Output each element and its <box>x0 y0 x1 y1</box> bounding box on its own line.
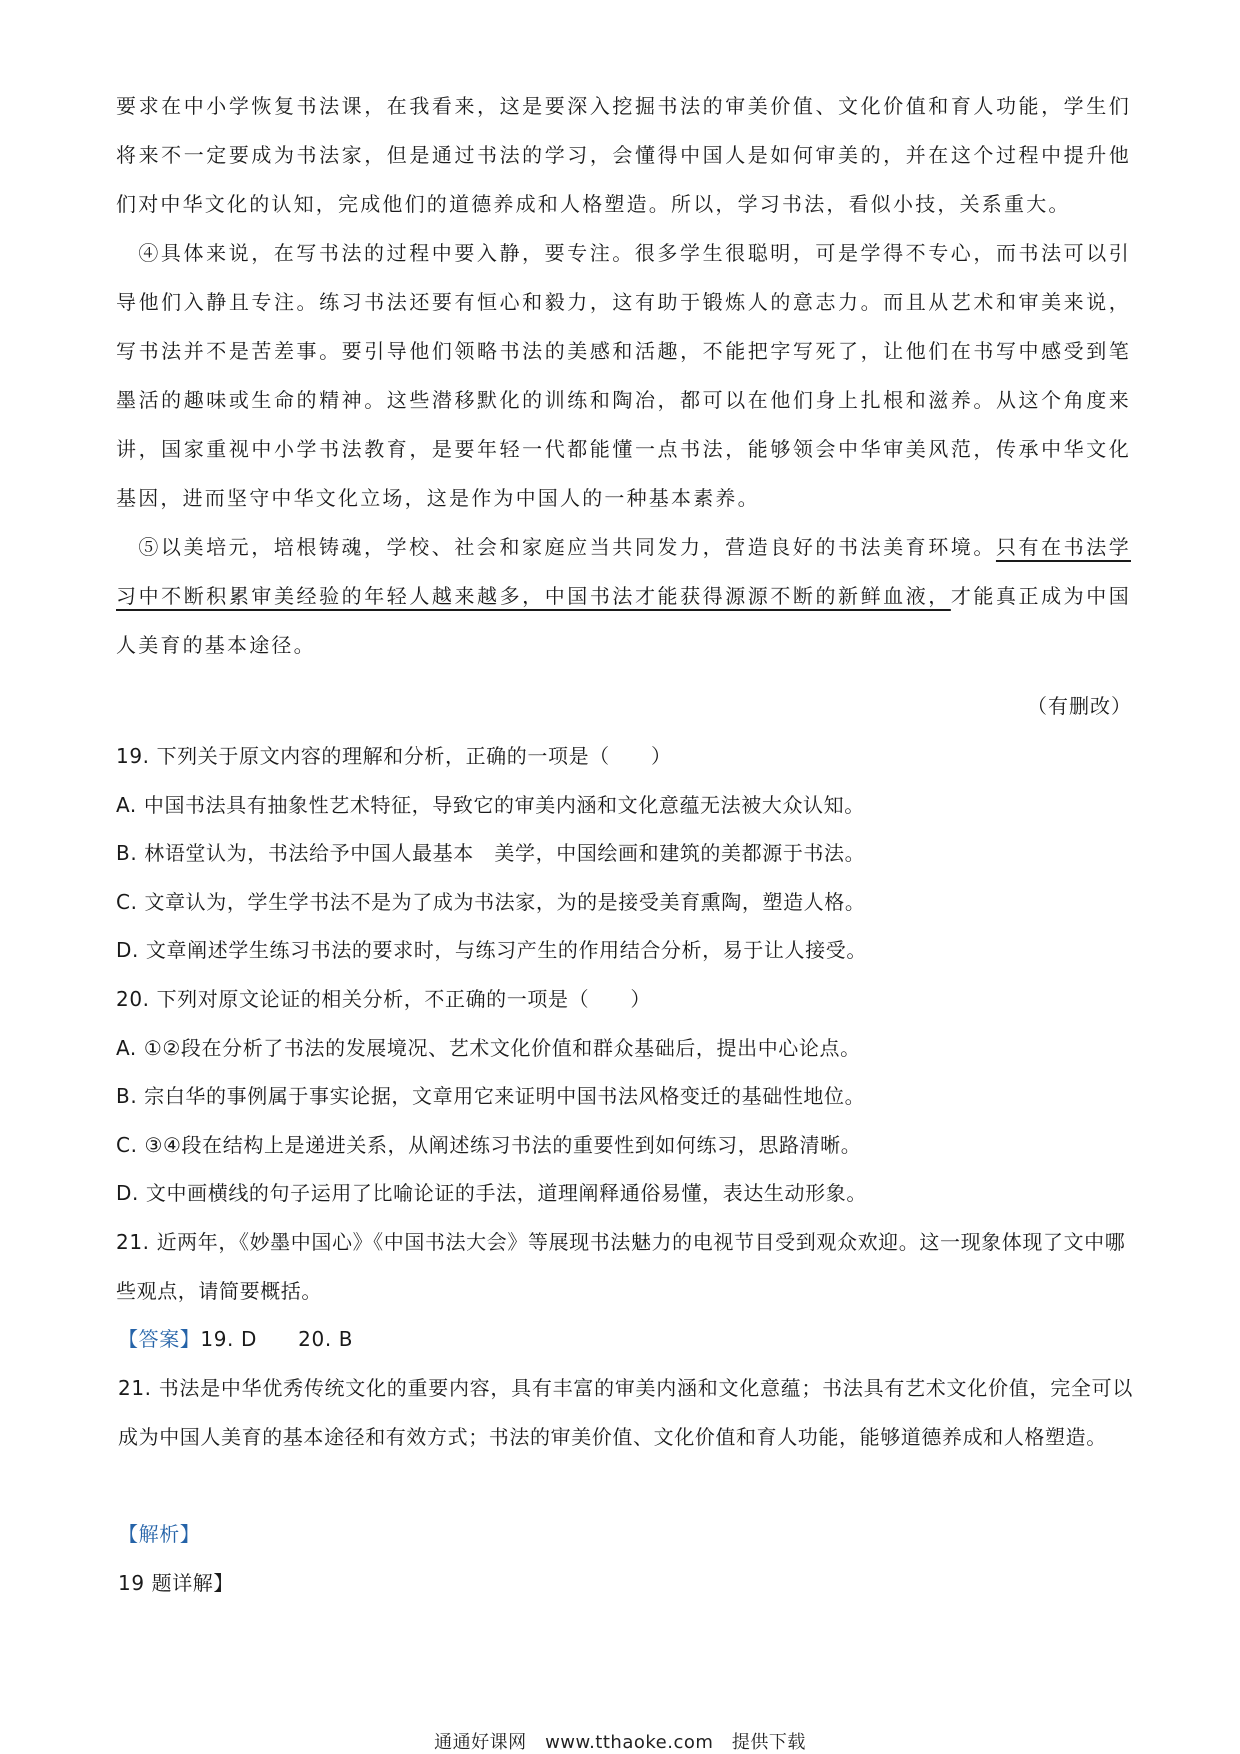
answer-choices: 19. D 20. B <box>200 1327 354 1351</box>
source-credit: （有删改） <box>1027 694 1132 718</box>
answer-section <box>118 1315 1133 1462</box>
essay-paragraph-3-continued <box>116 82 1131 229</box>
answer-21: 21. 书法是中华优秀传统文化的重要内容，具有丰富的审美内涵和文化意蕴；书法具有艺术文化价值，完全可以成为中国人美育的基本途径和有效方式；书法的审美价值、文化价值和育人功能，能够道德养成和人格塑造。 <box>118 1376 1133 1449</box>
option-d: D. 文章阐述学生练习书法的要求时，与练习产生的作用结合分析，易于让人接受。 <box>116 938 867 962</box>
option-a: A. 中国书法具有抽象性艺术特征，导致它的审美内涵和文化意蕴无法被大众认知。 <box>116 792 865 817</box>
question-stem: 21. 近两年，《妙墨中国心》《中国书法大会》等展现书法魅力的电视节目受到观众欢迎。这一现象体现了文中哪些观点，请简要概括。 <box>116 1230 1126 1303</box>
essay-text: 才能真正成为中国人美育的基本途径。 <box>116 584 1131 657</box>
essay-text: ⑤以美培元，培根铸魂，学校、社会和家庭应当共同发力，营造良好的书法美育环境。 <box>138 535 996 559</box>
essay-text: ④具体来说，在写书法的过程中要入静，要专注。很多学生很聪明，可是学得不专心，而书法可以引导他们入静且专注。练习书法还要有恒心和毅力，这有助于锻炼人的意志力。而且从艺术和审美来说，写书法并不是苦差事。要引导他们领略书法的美感和活趣，不能把字写死了，让他们在书写中感受到笔墨活的趣味或生命的精神。这些潜移默化的训练和陶冶，都可以在他们身上扎根和滋养。从这个角度来讲，国家重视中小学书法教育，是要年轻一代都能懂一点书法，能够领会中华审美风范，传承中华文化基因，进而坚守中华文化立场，这是作为中国人的一种基本素养。 <box>116 241 1131 510</box>
essay-paragraph-5 <box>116 523 1131 670</box>
question-21 <box>116 1218 1131 1315</box>
analysis-section <box>118 1510 1133 1608</box>
question-20 <box>116 975 1131 1218</box>
essay-paragraph-4 <box>116 229 1131 523</box>
essay-text: 要求在中小学恢复书法课，在我看来，这是要深入挖掘书法的审美价值、文化价值和育人功能，学生们将来不一定要成为书法家，但是通过书法的学习，会懂得中国人是如何审美的，并在这个过程中提升他们对中华文化的认知，完成他们的道德养成和人格塑造。所以，学习书法，看似小技，关系重大。 <box>116 94 1131 216</box>
question-stem: 19. 下列关于原文内容的理解和分析，正确的一项是（ ） <box>116 744 672 768</box>
answer-tag: 【答案】 <box>118 1327 201 1351</box>
option-d: D. 文中画横线的句子运用了比喻论证的手法，道理阐释通俗易懂，表达生动形象。 <box>116 1181 867 1205</box>
underlined-sentence: 只有在书法学习中不断积累审美经验的年轻人越来越多，中国书法才能获得源源不断的新鲜血液， <box>116 535 1131 608</box>
analysis-subheading: 19 题详解】 <box>118 1571 235 1595</box>
question-19 <box>116 732 1131 975</box>
option-c: C. ③④段在结构上是递进关系，从阐述练习书法的重要性到如何练习，思路清晰。 <box>116 1132 862 1157</box>
analysis-tag: 【解析】 <box>118 1522 201 1546</box>
page-footer: 通通好课网 www.tthaoke.com 提供下载 <box>434 1732 806 1753</box>
question-stem: 20. 下列对原文论证的相关分析，不正确的一项是（ ） <box>116 987 651 1011</box>
option-a: A. ①②段在分析了书法的发展境况、艺术文化价值和群众基础后，提出中心论点。 <box>116 1035 861 1060</box>
option-c: C. 文章认为，学生学书法不是为了成为书法家，为的是接受美育熏陶，塑造人格。 <box>116 889 866 914</box>
option-b: B. 宗白华的事例属于事实论据，文章用它来证明中国书法风格变迁的基础性地位。 <box>116 1084 866 1108</box>
option-b: B. 林语堂认为，书法给予中国人最基本 美学，中国绘画和建筑的美都源于书法。 <box>116 841 866 865</box>
